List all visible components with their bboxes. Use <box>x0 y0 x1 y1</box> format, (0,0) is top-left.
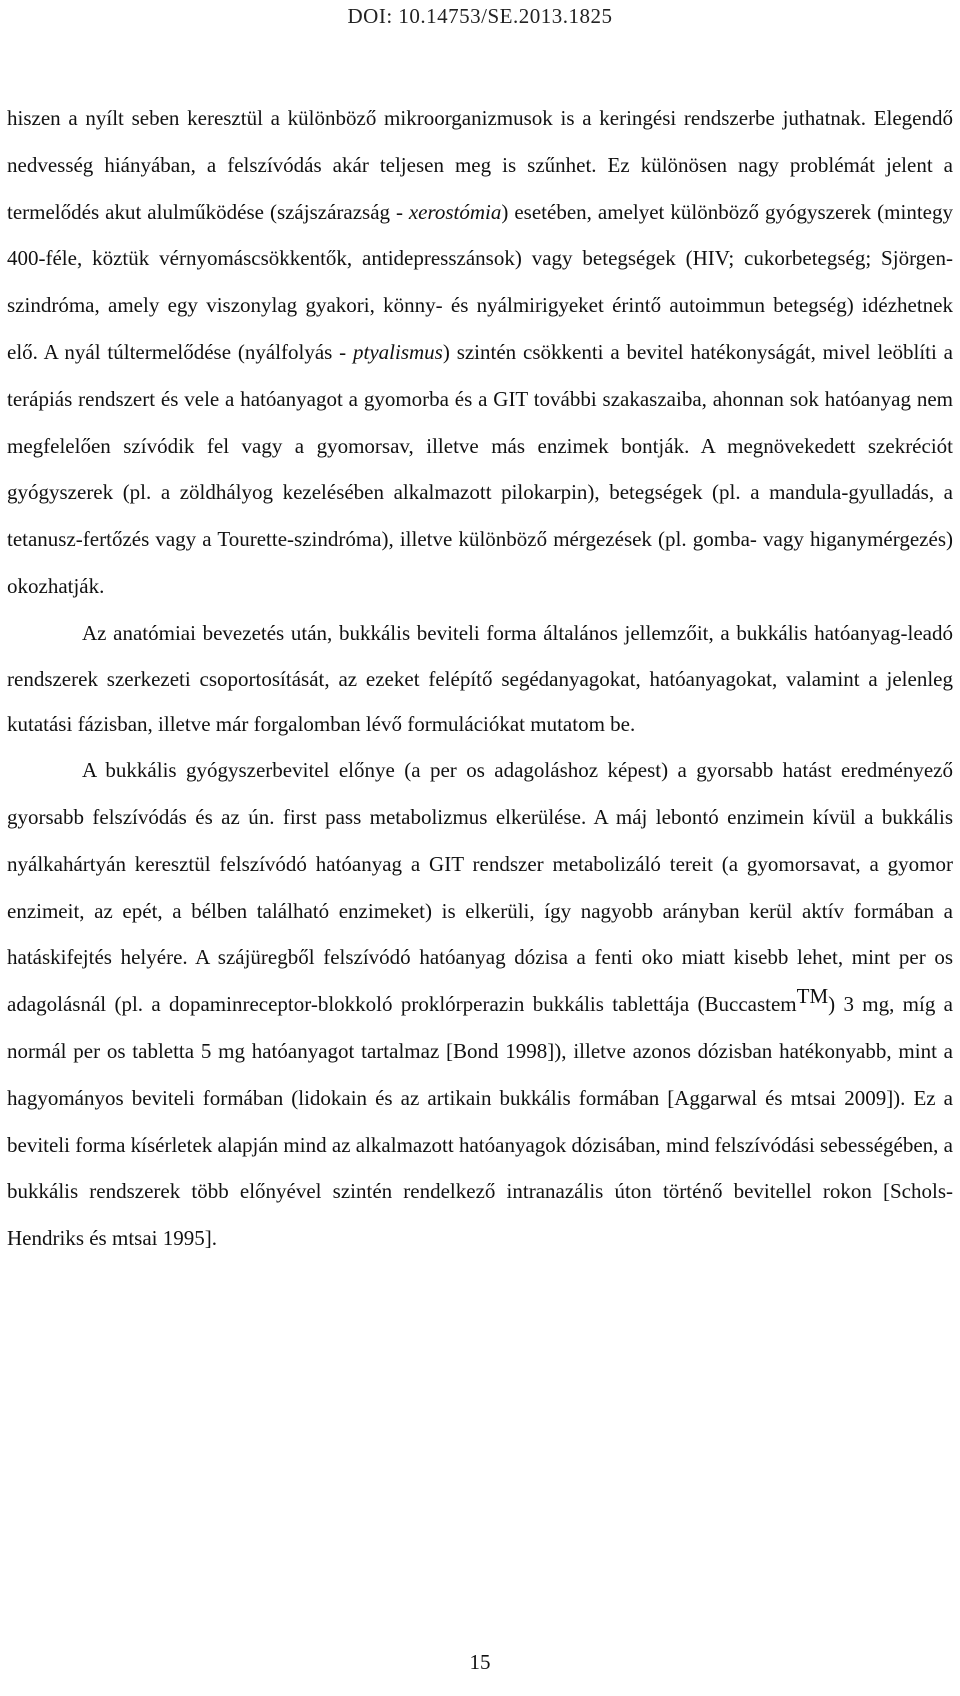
trademark-superscript: TM <box>796 984 829 1009</box>
paragraph-2: Az anatómiai bevezetés után, bukkális beviteli forma általános jellemzőit, a bukkális hatóanyag-leadó rendszerek szerkezeti csoportosítását, az ezeket felépítő segédanyagokat, hatóanyagokat, valamint a jelenleg kutatási fázisban, illetve már forgalomban lévő formulációkat mutatom be. <box>7 620 953 737</box>
paragraph-3-part-3: ) 3 mg, míg a normál per os tabletta 5 mg hatóanyagot tartalmaz [Bond 1998]), illetve azonos dózisban hatékonyabb, mint a hagyományos beviteli formában (lidokain és az artikain bukkális formában [Aggarwal és mtsai 2009]). Ez a beviteli forma kísérletek alapján mind az alkalmazott hatóanyagok dózisában, mind felszívódási sebességében, a bukkális rendszerek több előnyével szintén rendelkező intranazális úton történő bevitellel rokon [Schols-Hendriks és mtsai 1995]. <box>7 992 953 1251</box>
paragraph-3 <box>7 748 953 1263</box>
paragraph-1-term-xerostomia: xerostómia <box>408 199 502 224</box>
paragraph-1-part-1: hiszen a nyílt seben keresztül a különböző mikroorganizmusok is a keringési rendszerbe juthatnak. Elegendő nedvesség hiányában, a felszívódás akár teljesen meg is szűnhet. Ez különösen nagy problémát jelent a termelődés akut alulműködése (szájszárazság - <box>7 106 953 224</box>
paragraph-1 <box>7 96 953 611</box>
paragraph-1-part-6: ) szintén csökkenti a bevitel hatékonyságát, mivel leöblíti a terápiás rendszert és vele a hatóanyagot a gyomorba és a GIT további szakaszaiba, ahonnan sok hatóanyag nem megfelelően szívódik fel vagy a gyomorsav, illetve más enzimek bontják. A megnövekedett szekréciót gyógyszerek (pl. a zöldhályog kezelésében alkalmazott pilokarpin), betegségek (pl. a mandula-gyulladás, a tetanusz-fertőzés vagy a Tourette-szindróma), illetve különböző mérgezések (pl. gomba- vagy higanymérgezés) okozhatják. <box>7 339 953 598</box>
paragraph-1-term-ptyalismus: ptyalismus <box>353 339 443 364</box>
page-number: 15 <box>469 1650 491 1674</box>
paragraph-1-part-3: ) esetében, amelyet különböző gyógyszerek (mintegy 400-féle, köztük vérnyomáscsökkentők, antidepresszánsok) vagy betegségek (HIV; cukorbetegség; Sjörgen-szindróma, amely egy viszonylag gyakori, könny- és nyálmirigyeket érintő autoimmun betegség) idézhetnek elő. <box>7 199 953 364</box>
body-text <box>7 96 953 1263</box>
paragraph-1-part-4: A nyál túltermelődése (nyálfolyás - <box>37 339 354 364</box>
paragraph-3-part-1: A bukkális gyógyszerbevitel előnye (a per os adagoláshoz képest) a gyorsabb hatást eredményező gyorsabb felszívódás és az ún. first pass metabolizmus elkerülése. A máj lebontó enzimein kívül a bukkális nyálkahártyán keresztül felszívódó hatóanyag a GIT rendszer metabolizáló tereit (a gyomorsavat, a gyomor enzimeit, az epét, a bélben található enzimeket) is elkerüli, így nagyobb arányban kerül aktív formában a hatáskifejtés helyére. A szájüregből felszívódó hatóanyag dózisa a fenti oko miatt kisebb lehet, mint per os adagolásnál (pl. a dopaminreceptor-blokkoló proklórperazin bukkális tablettája (Buccastem <box>7 758 953 1017</box>
doi-header: DOI: 10.14753/SE.2013.1825 <box>347 4 613 28</box>
